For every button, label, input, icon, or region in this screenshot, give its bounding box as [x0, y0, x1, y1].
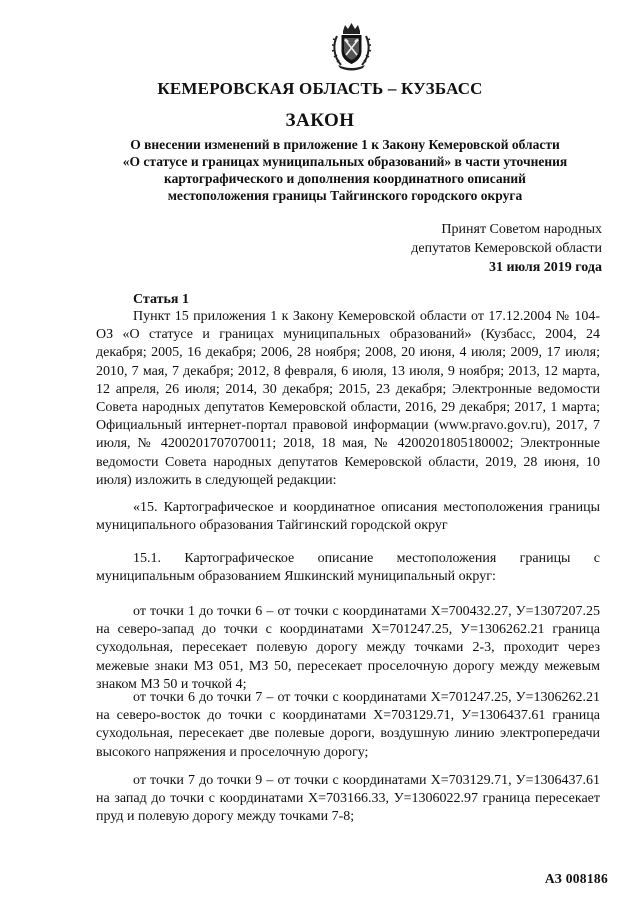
document-type-title: ЗАКОН: [285, 110, 355, 131]
boundary-segment: от точки 1 до точки 6 – от точки с координатами X=700432.27, У=1307207.25 на северо-запад до точки с координатами X=701247.25, У=1306262.21 граница суходольная, пересекает полевую дорогу между точками 2-3, проходит через межевые знаки МЗ 051, МЗ 50, пересекает проселочную дорогу между межевым знаком МЗ 50 и точкой 4;: [96, 604, 600, 692]
subtitle-line: «О статусе и границах муниципальных образований» в части уточнения: [122, 154, 568, 169]
subtitle-line: картографического и дополнения координатного описаний: [164, 171, 526, 186]
article-heading: Статья 1: [133, 292, 189, 307]
boundary-segment: от точки 7 до точки 9 – от точки с координатами X=703129.71, У=1306437.61 на запад до точки с координатами X=703166.33, У=1306022.97 граница пересекает пруд и полевую дорогу между точками 7-8;: [96, 773, 600, 825]
adoption-block: [411, 220, 602, 277]
law-subtitle: [80, 136, 610, 204]
boundary-segment: от точки 6 до точки 7 – от точки с координатами X=701247.25, У=1306262.21 на северо-восток до точки с координатами X=703129.71, У=1306437.61 граница суходольная, пересекает две полевые дороги, воздушную линию электропередачи высокого напряжения и проселочную дорогу;: [96, 690, 600, 760]
coat-of-arms-icon: [329, 22, 374, 71]
quoted-item-heading: «15. Картографическое и координатное описания местоположения границы муниципального образования Тайгинский городской округ: [96, 500, 600, 534]
adoption-date: 31 июля 2019 года: [488, 260, 602, 275]
subtitle-line: О внесении изменений в приложение 1 к Закону Кемеровской области: [130, 137, 560, 152]
adoption-line: депутатов Кемеровской области: [411, 241, 602, 256]
adoption-line: Принят Советом народных: [441, 222, 602, 237]
subtitle-line: местоположения границы Тайгинского городского округа: [167, 188, 523, 203]
region-title: КЕМЕРОВСКАЯ ОБЛАСТЬ – КУЗБАСС: [157, 79, 483, 98]
serial-number: АЗ 008186: [544, 871, 608, 886]
section-heading: 15.1. Картографическое описание местоположения границы с муниципальным образованием Яшкинский муниципальный округ:: [96, 551, 600, 585]
article-paragraph: Пункт 15 приложения 1 к Закону Кемеровской области от 17.12.2004 № 104-ОЗ «О статусе и границах муниципальных образований» (Кузбасс, 2004, 24 декабря; 2005, 16 декабря; 2006, 28 ноября; 2008, 20 июня, 4 июля; 2009, 17 июля; 2010, 7 мая, 7 декабря; 2012, 8 февраля, 6 июля, 13 июля, 9 ноября; 2013, 12 марта, 12 апреля, 26 июля; 2014, 30 декабря; 2015, 23 декабря; Электронные ведомости Совета народных депутатов Кемеровской области, 2016, 29 декабря; 2017, 1 марта; Официальный интернет-портал правовой информации (www.pravo.gov.ru), 2017, 7 июля, № 4200201707070011; 2018, 18 мая, № 4200201805180002; Электронные ведомости Совета народных депутатов Кемеровской области, 2019, 28 июня, 10 июля) изложить в следующей редакции:: [96, 309, 600, 488]
